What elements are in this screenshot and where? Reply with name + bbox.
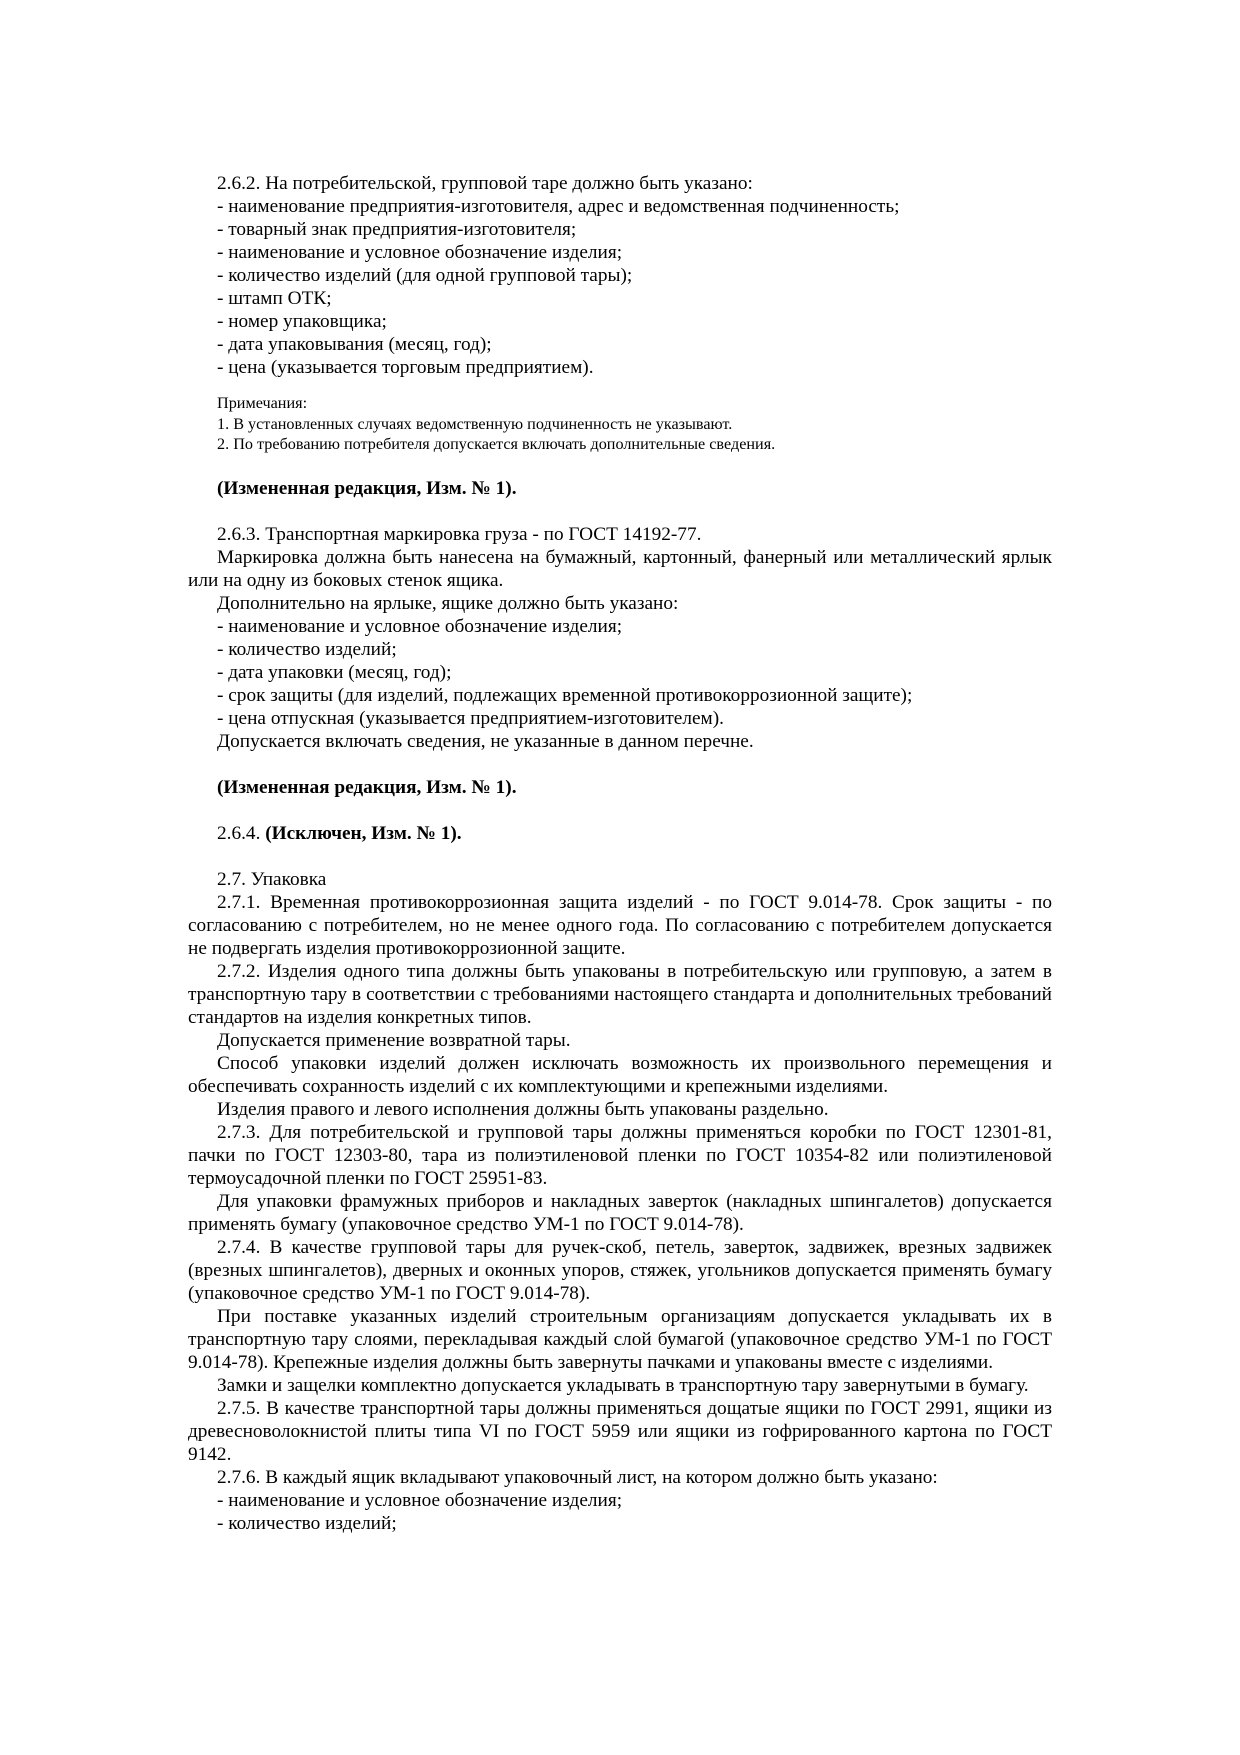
section-heading-2-6-2: 2.6.2. На потребительской, групповой таре должно быть указано: — [217, 173, 753, 194]
list-item: - срок защиты (для изделий, подлежащих временной противокоррозионной защите); — [217, 684, 913, 706]
list-item: - товарный знак предприятия-изготовителя; — [217, 219, 577, 240]
paragraph-2-7-2: 2.7.2. Изделия одного типа должны быть упакованы в потребительскую или групповую, а затем в транспортную тару в соответствии с требованиями настоящего стандарта и дополнительных требований стандартов на изделия конкретных типов. — [188, 960, 1052, 1028]
list-item: - номер упаковщика; — [217, 311, 387, 332]
notes-block — [188, 393, 1052, 455]
list-item: - количество изделий; — [217, 638, 397, 660]
paragraph: Допускается включать сведения, не указанные в данном перечне. — [217, 730, 754, 752]
list-item: - цена (указывается торговым предприятием). — [217, 357, 594, 378]
paragraph-2-7-1: 2.7.1. Временная противокоррозионная защита изделий - по ГОСТ 9.014-78. Срок защиты - по согласованию с потребителем, но не менее одного года. По согласованию с потребителем допускается не подвергать изделия противокоррозионной защите. — [188, 891, 1052, 959]
spacer — [188, 753, 1052, 776]
paragraph-2-7-6: 2.7.6. В каждый ящик вкладывают упаковочный лист, на котором должно быть указано: — [217, 1466, 938, 1488]
list-item: - штамп ОТК; — [217, 288, 332, 309]
excluded-note: (Исключен, Изм. № 1). — [265, 822, 462, 844]
list-item: - наименование и условное обозначение изделия; — [217, 615, 623, 637]
spacer — [188, 845, 1052, 868]
amendment-note: (Измененная редакция, Изм. № 1). — [217, 477, 517, 499]
note-item: 2. По требованию потребителя допускается включать дополнительные сведения. — [217, 435, 776, 453]
paragraph: Для упаковки фрамужных приборов и накладных заверток (накладных шпингалетов) допускается применять бумагу (упаковочное средство УМ-1 по ГОСТ 9.014-78). — [188, 1190, 1052, 1235]
spacer — [188, 455, 1052, 477]
list-item: - наименование предприятия-изготовителя, адрес и ведомственная подчиненность; — [217, 196, 900, 217]
note-item: 1. В установленных случаях ведомственную подчиненность не указывают. — [217, 414, 733, 433]
paragraph: Изделия правого и левого исполнения должны быть упакованы раздельно. — [217, 1098, 829, 1120]
spacer — [188, 799, 1052, 822]
document-body — [188, 172, 1052, 1535]
section-2-6-4 — [188, 822, 1052, 845]
list-item: - цена отпускная (указывается предприятием-изготовителем). — [217, 707, 724, 729]
paragraph: Дополнительно на ярлыке, ящике должно быть указано: — [217, 592, 679, 614]
list-item: - наименование и условное обозначение изделия; — [217, 1489, 623, 1511]
amendment-note: (Измененная редакция, Изм. № 1). — [217, 776, 517, 798]
section-number: 2.6.4. — [217, 822, 266, 844]
list-item: - наименование и условное обозначение изделия; — [217, 242, 623, 263]
section-heading-2-7: 2.7. Упаковка — [217, 868, 327, 890]
spacer — [188, 500, 1052, 523]
paragraph: Способ упаковки изделий должен исключать возможность их произвольного перемещения и обеспечивать сохранность изделий с их комплектующими и крепежными изделиями. — [188, 1052, 1052, 1097]
list-item: - дата упаковки (месяц, год); — [217, 661, 452, 683]
paragraph-2-7-3: 2.7.3. Для потребительской и групповой тары должны применяться коробки по ГОСТ 12301-81, пачки по ГОСТ 12303-80, тара из полиэтиленовой пленки по ГОСТ 10354-82 или полиэтиленовой термоусадочной пленки по ГОСТ 25951-83. — [188, 1121, 1052, 1189]
paragraph-2-7-4: 2.7.4. В качестве групповой тары для ручек-скоб, петель, заверток, задвижек, врезных задвижек (врезных шпингалетов), дверных и оконных упоров, стяжек, угольников допускается применять бумагу (упаковочное средство УМ-1 по ГОСТ 9.014-78). — [188, 1236, 1052, 1304]
paragraph: Замки и защелки комплектно допускается укладывать в транспортную тару завернутыми в бумагу. — [217, 1374, 1029, 1396]
section-heading-2-6-3: 2.6.3. Транспортная маркировка груза - по ГОСТ 14192-77. — [217, 523, 702, 545]
paragraph: Допускается применение возвратной тары. — [217, 1029, 571, 1051]
notes-title: Примечания: — [217, 394, 308, 412]
list-item: - дата упаковывания (месяц, год); — [217, 334, 492, 355]
list-item: - количество изделий; — [217, 1512, 397, 1534]
paragraph: При поставке указанных изделий строительным организациям допускается укладывать их в транспортную тару слоями, перекладывая каждый слой бумагой (упаковочное средство УМ-1 по ГОСТ 9.014-78). Крепежные изделия должны быть завернуты пачками и упакованы вместе с изделиями. — [188, 1305, 1052, 1373]
paragraph: Маркировка должна быть нанесена на бумажный, картонный, фанерный или металлический ярлык или на одну из боковых стенок ящика. — [188, 546, 1052, 591]
spacer — [188, 379, 1052, 393]
list-item: - количество изделий (для одной групповой тары); — [217, 265, 633, 286]
paragraph-2-7-5: 2.7.5. В качестве транспортной тары должны применяться дощатые ящики по ГОСТ 2991, ящики из древесноволокнистой плиты типа VI по ГОСТ 5959 или ящики из гофрированного картона по ГОСТ 9142. — [188, 1397, 1052, 1465]
